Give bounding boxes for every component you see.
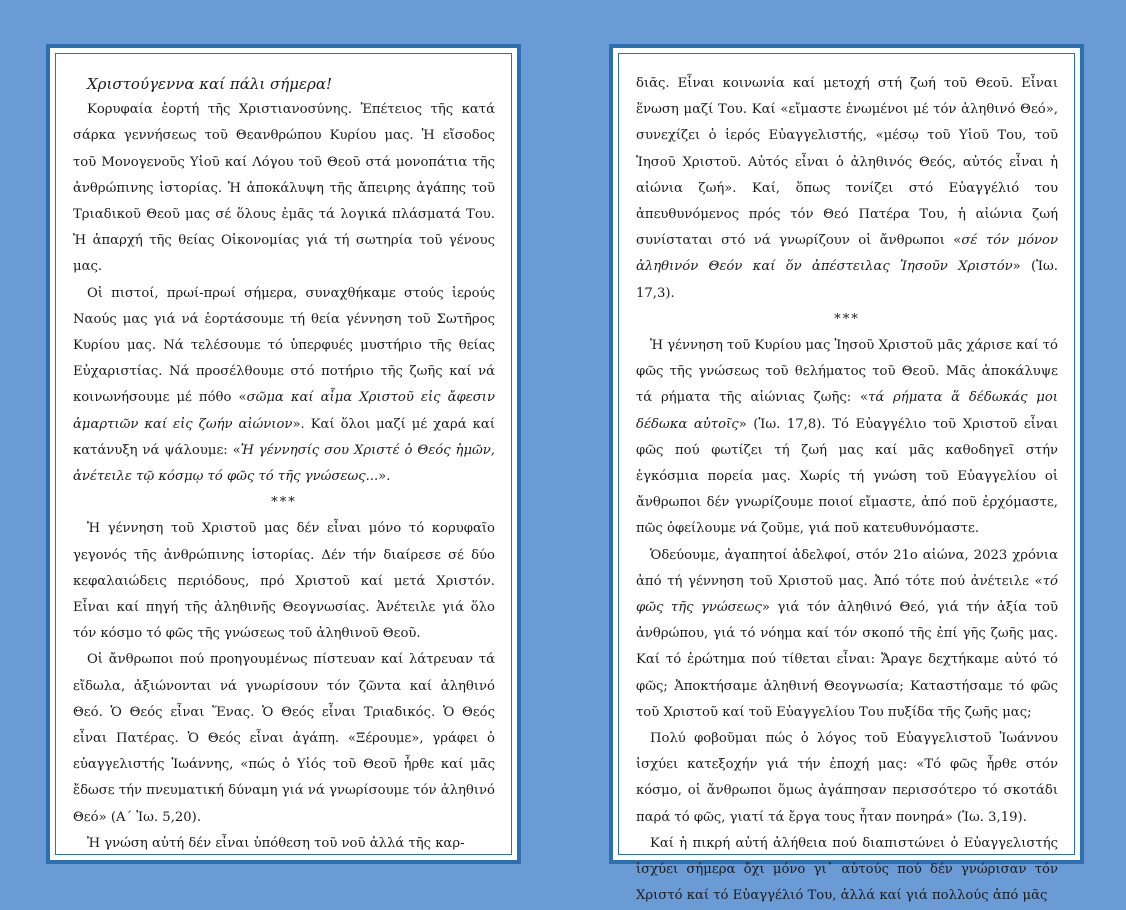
paragraph: διᾶς. Εἶναι κοινωνία καί μετοχή στή ζωή τοῦ Θεοῦ. Εἶναι ἕνωση μαζί Του. Καί «εἴμαστε ἑνωμένοι μέ τόν ἀληθινό Θεό», συνεχίζει ὁ ἱερός Εὐαγγελιστής, «μέσῳ τοῦ Υἱοῦ Του, τοῦ Ἰησοῦ Χριστοῦ. Αὐτός εἶναι ὁ ἀληθινός Θεός, αὐτός εἶναι ἡ αἰώνια ζωή». Καί, ὅπως τονίζει στό Εὐαγγέλιό του ἀπευθυνόμενος πρός τόν Θεό Πατέρα Του, ἡ αἰώνια ζωή συνίσταται στό νά γνωρίζουν οἱ ἄνθρωποι «σέ τόν μόνον ἀληθινόν Θεόν καί ὅν ἀπέστειλας Ἰησοῦν Χριστόν» (Ἰω. 17,3). [636, 76, 1058, 301]
article-title: Χριστούγεννα καί πάλι σήμερα! [87, 75, 332, 93]
quote: Ἡ γέννησίς σου Χριστέ ὁ Θεός ἡμῶν, ἀνέτειλε τῷ κόσμῳ τό φῶς τό τῆς γνώσεως... [73, 442, 495, 485]
left-page [46, 44, 521, 864]
quote: τά ρήματα ἅ δέδωκάς μοι δέδωκα αὐτοῖς [636, 390, 1058, 432]
left-page-text [73, 71, 495, 857]
paragraph: Πολύ φοβοῦμαι πώς ὁ λόγος τοῦ Εὐαγγελιστοῦ Ἰωάννου ἰσχύει κατεξοχήν γιά τήν ἐποχή μας: «Τό φῶς ἦρθε στόν κόσμο, οἱ ἄνθρωποι ὅμως ἀγάπησαν περισσότερο τό σκοτάδι παρά τό φῶς, γιατί τά ἔργα τους ἦταν πονηρά» (Ἰω. 3,19). [636, 731, 1058, 825]
section-separator: *** [271, 495, 297, 511]
right-page [609, 44, 1084, 904]
paragraph: Ἡ γέννηση τοῦ Χριστοῦ μας δέν εἶναι μόνο τό κορυφαῖο γεγονός τῆς ἀνθρώπινης ἱστορίας. Δέν τήν διαίρεσε σέ δύο κεφαλαιώδεις περιόδους, πρό Χριστοῦ καί μετά Χριστόν. Εἶναι καί πηγή τῆς ἀληθινῆς Θεογνωσίας. Ἀνέτειλε γιά ὅλο τόν κόσμο τό φῶς τῆς γνώσεως τοῦ ἀληθινοῦ Θεοῦ. [73, 521, 495, 642]
quote: τό φῶς τῆς γνώσεως [636, 573, 1058, 616]
paragraph: Κορυφαία ἑορτή τῆς Χριστιανοσύνης. Ἐπέτειος τῆς κατά σάρκα γεννήσεως τοῦ Θεανθρώπου Κυρίου μας. Ἡ εἴσοδος τοῦ Μονογενοῦς Υἱοῦ καί Λόγου τοῦ Θεοῦ στά μονοπάτια τῆς ἀνθρώπινης ἱστορίας. Ἡ ἀποκάλυψη τῆς ἄπειρης ἀγάπης τοῦ Τριαδικοῦ Θεοῦ μας σέ ὅλους ἐμᾶς τά λογικά πλάσματά Του. Ἡ ἀπαρχή τῆς θείας Οἰκονομίας γιά τή σωτηρία τοῦ γένους μας. [73, 102, 495, 275]
right-page-text [636, 71, 1058, 910]
paragraph: Καί ἡ πικρή αὐτή ἀλήθεια πού διαπιστώνει ὁ Εὐαγγελιστής ἰσχύει σήμερα ὄχι μόνο γι᾽ αὐτούς πού δέν γνώρισαν τόν Χριστό καί τό Εὐαγγέλιό Του, ἀλλά καί γιά πολλούς ἀπό μᾶς [636, 835, 1058, 904]
section-separator: *** [834, 311, 860, 327]
quote: σέ τόν μόνον ἀληθινόν Θεόν καί ὅν ἀπέστειλας Ἰησοῦν Χριστόν [636, 233, 1058, 275]
quote: σῶμα καί αἷμα Χριστοῦ εἰς ἄφεσιν ἁμαρτιῶν καί εἰς ζωήν αἰώνιον [73, 390, 495, 432]
paragraph: Ἡ γέννηση τοῦ Κυρίου μας Ἰησοῦ Χριστοῦ μᾶς χάρισε καί τό φῶς τῆς γνώσεως τοῦ θελήματος τοῦ Θεοῦ. Μᾶς ἀποκάλυψε τά ρήματα τῆς αἰώνιας ζωῆς: «τά ρήματα ἅ δέδωκάς μοι δέδωκα αὐτοῖς» (Ἰω. 17,8). Τό Εὐαγγέλιο τοῦ Χριστοῦ εἶναι φῶς πού φωτίζει τή ζωή μας καί μᾶς καθοδηγεῖ στήν ἐγκόσμια πορεία μας. Χωρίς τή γνώση τοῦ Εὐαγγελίου οἱ ἄνθρωποι δέν γνωρίζουμε ποιοί εἴμαστε, ἀπό ποῦ ἐρχόμαστε, πῶς ὀφείλουμε νά ζοῦμε, γιά ποῦ κατευθυνόμαστε. [636, 338, 1058, 537]
paragraph: Οἱ πιστοί, πρωί-πρωί σήμερα, συναχθήκαμε στούς ἱερούς Ναούς μας γιά νά ἑορτάσουμε τή θεία γέννηση τοῦ Σωτῆρος Κυρίου μας. Νά τελέσουμε τό ὑπερφυές μυστήριο τῆς θείας Εὐχαριστίας. Νά προσέλθουμε στό ποτήριο τῆς ζωῆς καί νά κοινωνήσουμε μέ πόθο «σῶμα καί αἷμα Χριστοῦ εἰς ἄφεσιν ἁμαρτιῶν καί εἰς ζωήν αἰώνιον». Καί ὅλοι μαζί μέ χαρά καί κατάνυξη νά ψάλουμε: «Ἡ γέννησίς σου Χριστέ ὁ Θεός ἡμῶν, ἀνέτειλε τῷ κόσμῳ τό φῶς τό τῆς γνώσεως...». [73, 285, 495, 485]
paragraph: Ἡ γνώση αὐτή δέν εἶναι ὑπόθεση τοῦ νοῦ ἀλλά τῆς καρ- [87, 835, 465, 851]
paragraph: Ὁδεύουμε, ἀγαπητοί ἀδελφοί, στόν 21ο αἰώνα, 2023 χρόνια ἀπό τή γέννηση τοῦ Χριστοῦ μας. Ἀπό τότε πού ἀνέτειλε «τό φῶς τῆς γνώσεως» γιά τόν ἀληθινό Θεό, γιά τήν ἀξία τοῦ ἀνθρώπου, γιά τό νόημα καί τόν σκοπό τῆς ἐπί γῆς ζωῆς μας. Καί τό ἐρώτημα πού τίθεται εἶναι: Ἄραγε δεχτήκαμε αὐτό τό φῶς; Ἀποκτήσαμε ἀληθινή Θεογνωσία; Καταστήσαμε τό φῶς τοῦ Χριστοῦ καί τοῦ Εὐαγγελίου Του πυξίδα τῆς ζωῆς μας; [636, 547, 1058, 720]
paragraph: Οἱ ἄνθρωποι πού προηγουμένως πίστευαν καί λάτρευαν τά εἴδωλα, ἀξιώνονται νά γνωρίσουν τόν ζῶντα καί ἀληθινό Θεό. Ὁ Θεός εἶναι Ἕνας. Ὁ Θεός εἶναι Τριαδικός. Ὁ Θεός εἶναι Πατέρας. Ὁ Θεός εἶναι ἀγάπη. «Ξέρουμε», γράφει ὁ εὐαγγελιστής Ἰωάννης, «πώς ὁ Υἱός τοῦ Θεοῦ ἦρθε καί μᾶς ἔδωσε τήν πνευματική δύναμη γιά νά γνωρίσουμε τόν ἀληθινό Θεό» (Α΄ Ἰω. 5,20). [73, 652, 495, 825]
